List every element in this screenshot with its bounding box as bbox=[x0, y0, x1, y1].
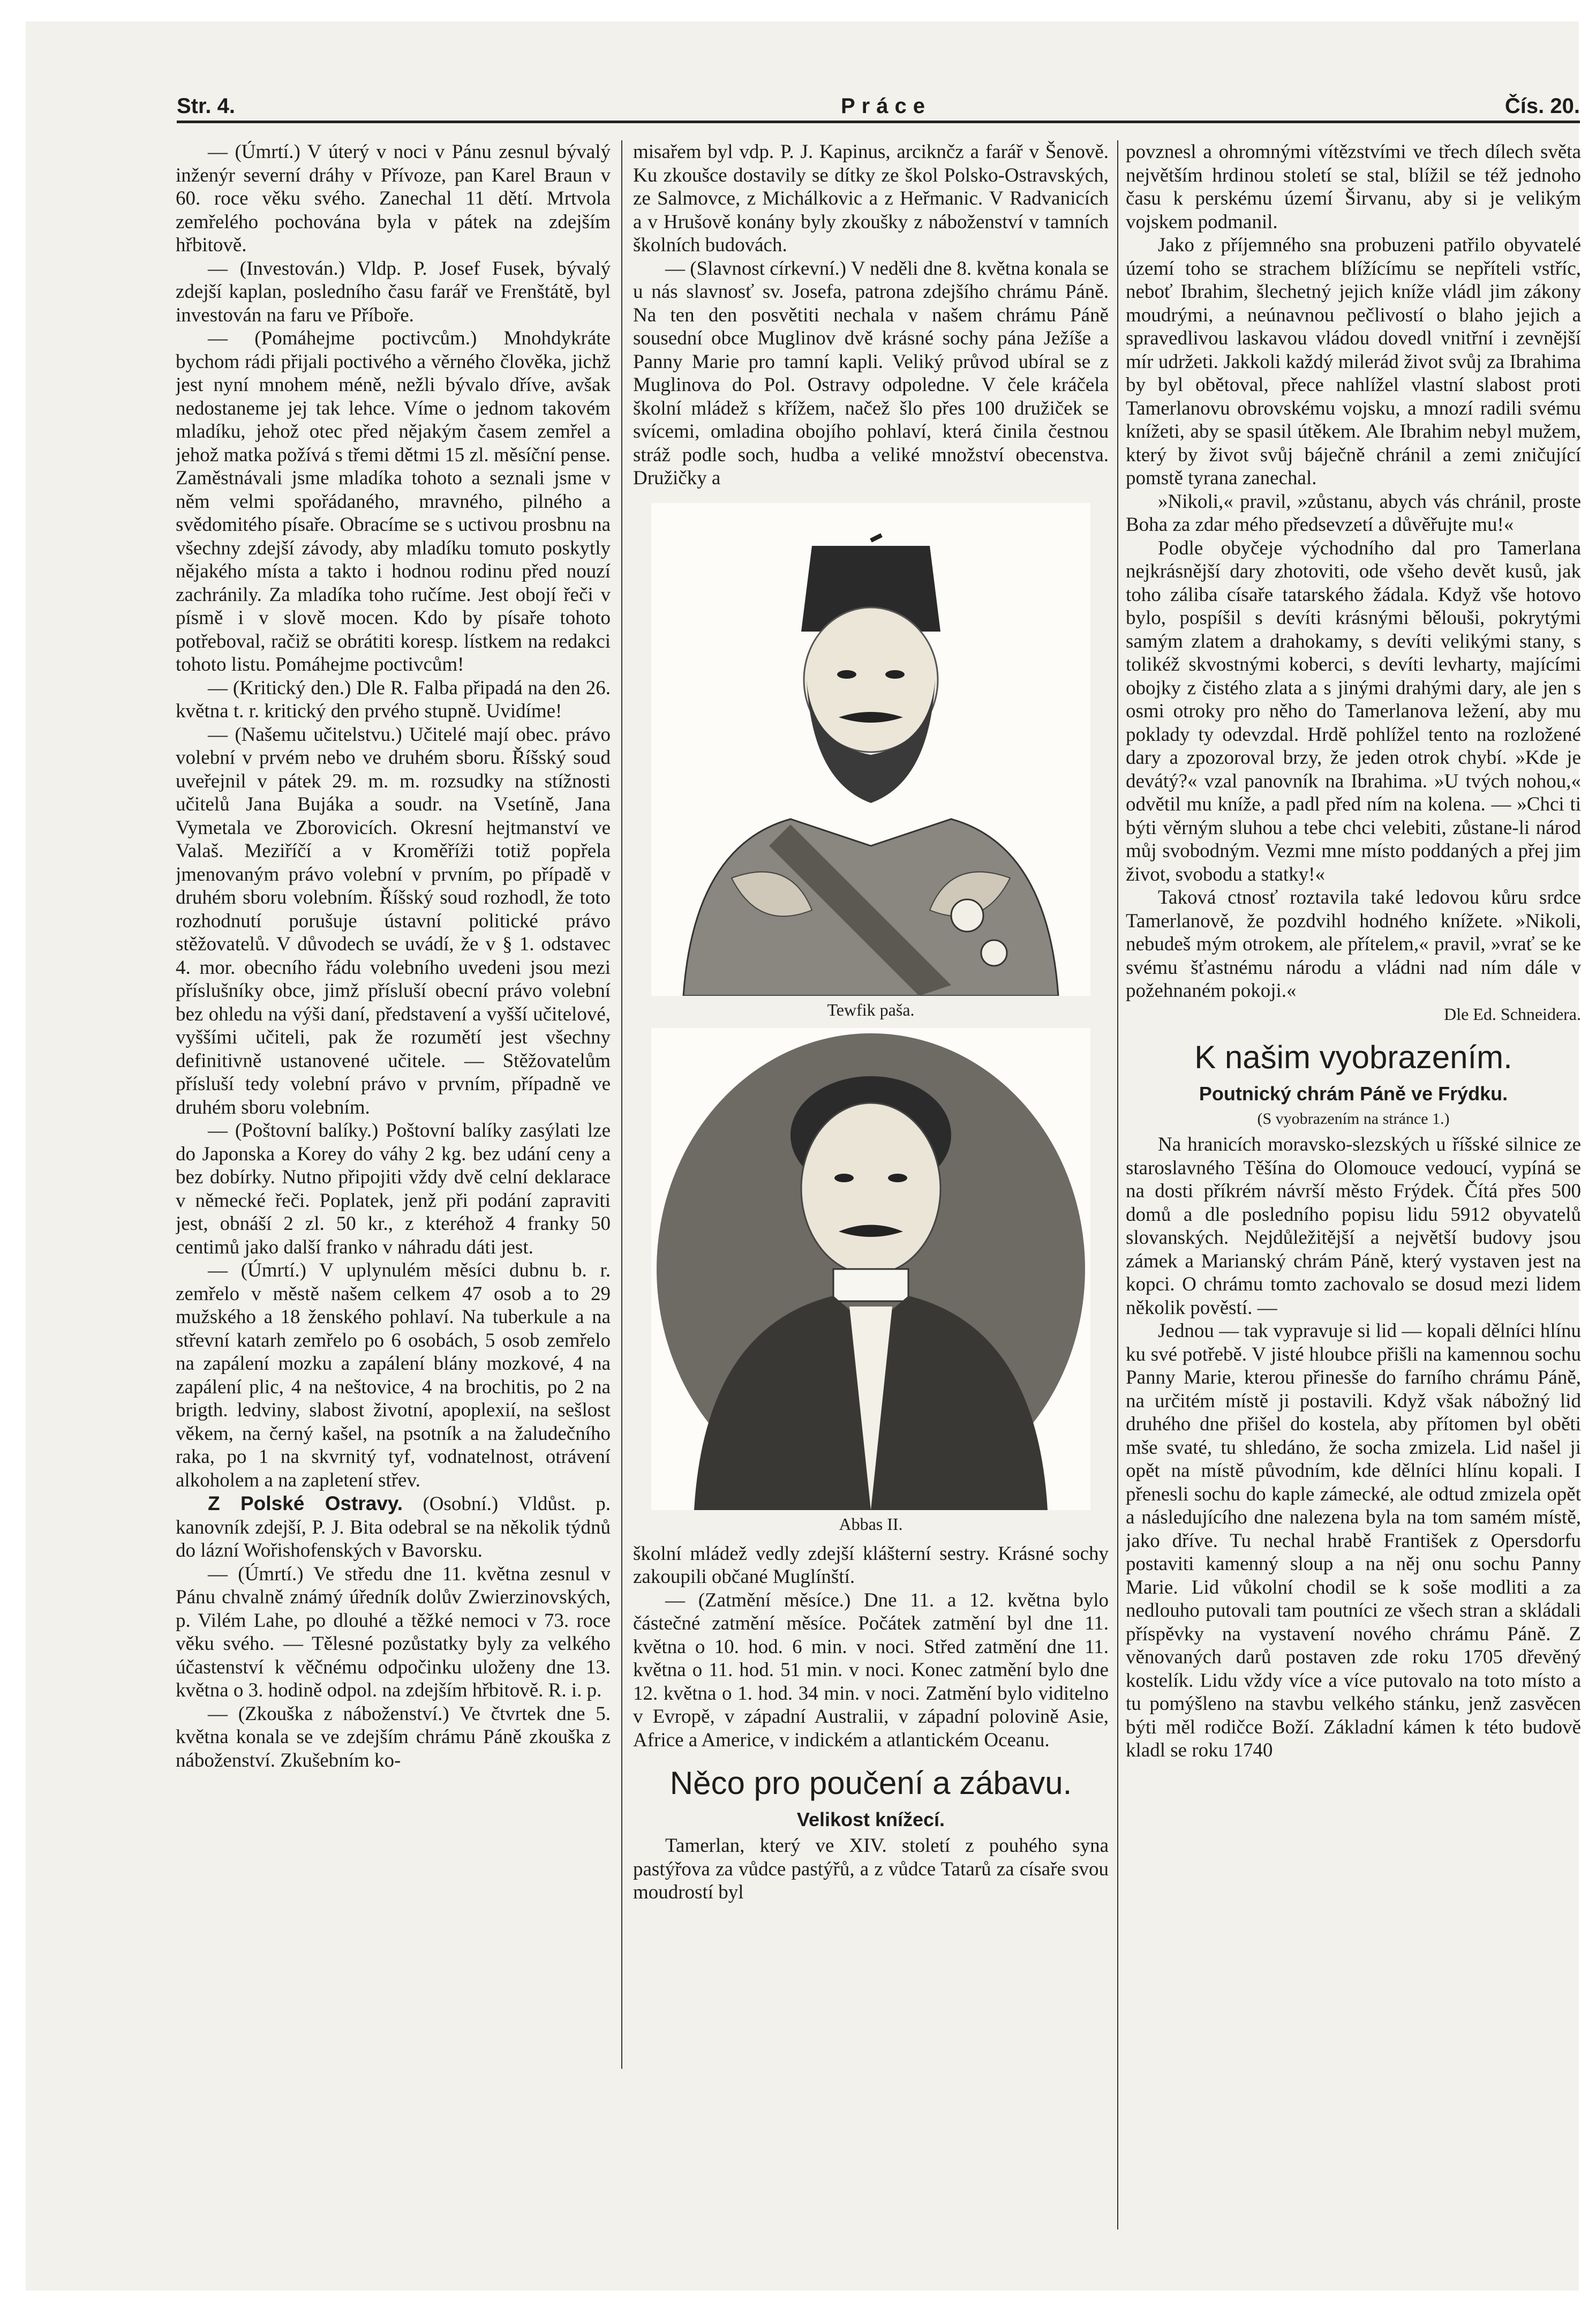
news-item bbox=[176, 1492, 611, 1563]
column-3 bbox=[1126, 140, 1581, 2240]
article-text: Podle obyčeje východního dal pro Tamerlana nejkrásnější dary zhotoviti, ode všeho devět kusů, jak toho záliba císaře tatarského žádala. Když vše hotovo bylo, pospíšil s devíti krásnými bělouši, pokrytými samým zlatem a drahokamy, s devíti velikými stany, s tolikéž skvostnými koberci, s devíti levharty, majícími obojky z čistého zlata a s jinými drahými dary, ale jen s osmi otroky pro něho do Tamerlanova ležení, aby mu poklady ty odevzdal. Hrdě pohlížel tento na rozložené dary a zpozoroval brzy, že jeden otrok chybí. »Kde je devátý?« vzal panovník na Ibrahima. »U tvých nohou,« odvětil mu kníže, a padl před ním na kolena. — »Chci ti býti věrným sluhou a tebe chci velebiti, zůstane-li národ můj svobodným. Vezmi mne místo poddaných a přej jim život, svobodu a statky!« bbox=[1126, 537, 1581, 885]
newspaper-title: Práce bbox=[841, 94, 931, 118]
medal-icon bbox=[951, 899, 983, 932]
portrait-abbas-ii bbox=[651, 1028, 1090, 1510]
page-header bbox=[177, 94, 1580, 121]
news-item: — (Slavnost církevní.) V neděli dne 8. května konala se u nás slavnosť sv. Josefa, patrona zdejšího chrámu Páně. Na ten den posvětiti nechala v našem chrámu Páně sousední obce Muglinov dvě krásné sochy pána Ježíše a Panny Marie pro tamní kapli. Veliký průvod ubíral se z Muglinova do Pol. Ostravy odpoledne. V čele kráčela školní mládež s křížem, načež šlo přes 100 družiček se svícemi, omladina obojího pohlaví, která činila čestnou stráž podle soch, hudba a veliké množství obecenstva. Družičky a bbox=[633, 257, 1109, 489]
news-item: — (Zatmění měsíce.) Dne 11. a 12. května bylo částečné zatmění měsíce. Počátek zatmění byl dne 11. května o 10. hod. 6 min. v noci. Střed zatmění dne 11. května o 11. hod. 51 min. v noci. Konec zatmění bylo dne 12. května o 1. hod. 34 min. v noci. Zatmění bylo viditelno v Evropě, v západní Australii, v západní polovině Asie, Africe a Americe, v indickém a atlantickém Oceanu. bbox=[633, 1589, 1109, 1751]
news-item: — (Našemu učitelstvu.) Učitelé mají obec. právo volební v prvém nebo ve druhém sboru. Říšský soud uveřejnil v pátek 29. m. m. rozsudky na stížnosti učitelů Jana Bujáka a soudr. na Vsetíně, Jana Vymetala ve Zborovicích. Okresní hejtmanství ve Valaš. Meziříčí a v Kroměříži totiž popřela jmenovaným právo volební v prvním, po případě v druhém sboru volebním. Říšský soud rozhodl, že toto rozhodnutí porušuje ústavní politické právo stěžovatelů. V důvodech se uvádí, že v § 1. odstavec 4. mor. obecního řádu volebního uvedeni jsou mezi příslušníky obce, jimž přísluší obecní právo volební bez ohledu na výši daní, představení a vyšší učitelové, vyššími učiteli, pak že rozumětí jest všechny definitivně ustanovené učitele. — Stěžovatelům přísluší tedy volební právo v prvním, případně ve druhém sboru volebním. bbox=[176, 723, 611, 1119]
eye-left bbox=[837, 670, 856, 679]
news-item: misařem byl vdp. P. J. Kapinus, arciknčz a farář v Šenově. Ku zkoušce dostavily se dítky ze škol Polsko-Ostravských, ze Salmovce, z Michálkovic a z Heřmanic. V Radvanicích a v Hrušově konány byly zkoušky z náboženství v tamních školních budovách. bbox=[633, 141, 1109, 256]
section-title: K našim vyobrazením. bbox=[1194, 1039, 1512, 1075]
column-divider bbox=[1117, 140, 1118, 2230]
eye-right bbox=[885, 670, 905, 679]
news-item: — (Úmrtí.) V úterý v noci v Pánu zesnul bývalý inženýr severní dráhy v Přívoze, pan Karel Braun v 60. roce věku svého. Zanechal 11 dětí. Mrtvola zemřelého pochována byla v pátek na zdejším hřbitově. bbox=[176, 141, 611, 256]
column-1 bbox=[176, 140, 611, 2069]
portrait-caption: Abbas II. bbox=[839, 1514, 903, 1534]
article-title: Poutnický chrám Páně ve Frýdku. bbox=[1199, 1083, 1508, 1105]
article-text: Tamerlan, který ve XIV. století z pouhého syna pastýřova za vůdce pastýřů, a z vůdce Tatarů za císaře svou moudrostí byl bbox=[633, 1835, 1109, 1903]
news-item: — (Kritický den.) Dle R. Falba připadá na den 26. května t. r. kritický den prvého stupně. Uvidíme! bbox=[176, 677, 611, 722]
article-title: Velikost knížecí. bbox=[796, 1808, 945, 1830]
face bbox=[801, 1103, 940, 1274]
article-text: Na hranicích moravsko-slezských u říšské silnice ze staroslavného Těšína do Olomouce vedoucí, vypíná se na dosti příkrém návrší město Frýdek. Čítá přes 500 domů a dle posledního popisu lidu 5912 obyvatelů slovanských. Nejdůležitější a největší budovy jsou zámek a Marianský chrám Páně, který vystaven jest na kopci. O chrámu tomto zachovalo se dosud mezi lidem několik pověstí. — bbox=[1126, 1134, 1581, 1319]
article-source: Dle Ed. Schneidera. bbox=[1444, 1004, 1581, 1024]
article-note: (S vyobrazením na stránce 1.) bbox=[1257, 1110, 1450, 1128]
news-item: školní mládež vedly zdejší klášterní sestry. Krásné sochy zakoupili občané Muglínští. bbox=[633, 1542, 1109, 1588]
article-text: »Nikoli,« pravil, »zůstanu, abych vás chránil, proste Boha za zdar mého předsevzetí a důvěřujte mu!« bbox=[1126, 490, 1581, 536]
news-item: — (Poštovní balíky.) Poštovní balíky zasýlati lze do Japonska a Korey do váhy 2 kg. bez udání ceny a bez dobírky. Nutno připojiti vždy dvě celní deklarace v německé řeči. Poplatek, jenž při podání zapraviti jest, obnáší 2 zl. 50 kr., z kteréhož 4 franky 50 centimů jako další franko v náhradu dáti jest. bbox=[176, 1120, 611, 1258]
article-text: povznesl a ohromnými vítězstvími ve třech dílech světa největším hrdinou století se stal, blížil se též jednoho času k perskému území Širvanu, aby si je velikým vojskem podmanil. bbox=[1126, 141, 1581, 233]
article-text: Jednou — tak vypravuje si lid — kopali dělníci hlínu ku své potřebě. V jisté hloubce přišli na kamennou sochu Panny Marie, kterou přinesše do farního chrámu Páně, na určitém místě ji postavili. Když však nábožný lid druhého dne přišel do kostela, aby přítomen byl oběti mše svaté, tu shledáno, že socha zmizela. Lid našel ji opět na místě původním, kde dělníci hlínu kopali. I přenesli sochu do kaple zámecké, ale odtud zmizela opět a následujícího dne nalezena byla na tom samém místě, jako dříve. Tu nechal hrabě František z Opersdorfu postaviti kamenný sloup a na něj onu sochu Panny Marie. Lid vůkolní chodil se k soše modliti a za nedlouho putovali tam poutníci ze všech stran a skládali příspěvky na vystavení nového chrámu Páně. Z věnovaných darů postaven zde roku 1705 dřevěný kostelík. Lidu vždy více a více putovalo na toto místo a tu pomýšleno na stavbu velkého stánku, jenž zasvěcen býti měl rodičce Boží. Základní kámen k této budově kladl se roku 1740 bbox=[1126, 1320, 1581, 1761]
header-rule bbox=[177, 121, 1580, 123]
article-text: Jako z příjemného sna probuzeni patřilo obyvatelé území toho se strachem blížícímu se nepříteli vstříc, neboť Ibrahim, šlechetný jejich kníže vládl jim zákony moudrými, a neúnavnou pečlivostí o blaho jejich a spravedlivou laskavou vládou dovedl vnitřní i zevnější mír udržeti. Jakkoli každý milerád život svůj za Ibrahima by byl obětoval, přece nahlížel vlastní slabost proti Tamerlanovu obrovskému vojsku, a mnozí radili svému knížeti, aby se spasil útěkem. Ale Ibrahim nebyl mužem, který by život svůj báječně chránil a zemi zničující pomstě tyrana zanechal. bbox=[1126, 234, 1581, 489]
news-item: — (Zkouška z náboženství.) Ve čtvrtek dne 5. května konala se ve zdejším chrámu Páně zkouška z náboženství. Zkušebním ko- bbox=[176, 1702, 611, 1771]
issue-number: Čís. 20. bbox=[1504, 94, 1580, 118]
portrait-caption: Tewfik paša. bbox=[827, 1000, 915, 1019]
page-number: Str. 4. bbox=[177, 94, 235, 118]
collar bbox=[833, 1269, 908, 1301]
news-item: — (Pomáhejme poctivcům.) Mnohdykráte bychom rádi přijali poctivého a věrného člověka, jichž jest nyní mnohem méně, nežli bývalo dříve, avšak nedostaneme jej tak lehce. Víme o jednom takovém mladíku, jehož otec před nějakým časem zemřel a jehož matka požívá s třemi dětmi 15 zl. měsíční pense. Zaměstnávali jsme mladíka tohoto a seznali jsme v něm velmi spořádaného, mravného, pilného a svědomitého písaře. Obracíme se s uctivou prosbnu na všechny zdejší závody, aby mladíku tomuto poskytly nějakého místa a takto i hodnou rodinu před nouzí zachránily. Za mladíka toho ručíme. Jest obojí řeči v písmě i v slově mocen. Kdo by písaře tohoto potřeboval, račiž se obrátiti koresp. lístkem na redakci tohoto listu. Pomáhejme poctivcům! bbox=[176, 327, 611, 675]
eye-left bbox=[834, 1174, 854, 1182]
news-item: — (Úmrtí.) Ve středu dne 11. května zesnul v Pánu chvalně známý úředník dolův Zwierzinovských, p. Vilém Lahe, po dlouhé a těžké nemoci v 73. roce věku svého. — Tělesné pozůstatky byly za velkého účastenství k věčnému odpočinku uloženy dne 13. května o 3. hodině odpol. na zdejším hřbitově. R. i. p. bbox=[176, 1563, 611, 1701]
eye-right bbox=[888, 1174, 907, 1182]
news-item: — (Investován.) Vldp. P. Josef Fusek, bývalý zdejší kaplan, posledního času farář ve Frenštátě, byl investován na faru ve Příboře. bbox=[176, 257, 611, 326]
column-divider bbox=[621, 140, 622, 2069]
column-2 bbox=[633, 140, 1109, 2240]
news-item-text: (Osobní.) Vldůst. p. kanovník zdejší, P. J. Bita odebral se na několik týdnů do lázní Wořishofenských v Bavorsku. bbox=[176, 1493, 611, 1562]
medal-icon bbox=[981, 940, 1007, 966]
portrait-tewfik-pasa bbox=[651, 503, 1090, 996]
article-text: Taková ctnosť roztavila také ledovou kůru srdce Tamerlanově, že pozdvihl hodného knížete. »Nikoli, nebudeš mým otrokem, ale přítelem,« pravil, »vrať se ke svému šťastnému národu a vládni nad ním dále v požehnaném pokoji.« bbox=[1126, 887, 1581, 1002]
section-heading: Z Polské Ostravy. bbox=[208, 1492, 403, 1514]
section-title: Něco pro poučení a zábavu. bbox=[669, 1765, 1072, 1801]
news-item: — (Úmrtí.) V uplynulém měsíci dubnu b. r. zemřelo v městě našem celkem 47 osob a to 29 mužského a 18 ženského pohlaví. Na tuberkule a na střevní katarh zemřelo po 6 osobách, 5 osob zemřelo na zapálení mozku a zapálení blány mozkové, 4 na zapálení plic, 4 na neštovice, 4 na brochitis, po 2 na brigth. ledviny, slabost životní, apoplexií, na sešlost věkem, na černý kašel, na psotník a na žaludečního raka, po 1 na skvrnitý tyf, vodnatelnost, otrávení alkoholem a na zapletení střev. bbox=[176, 1259, 611, 1491]
